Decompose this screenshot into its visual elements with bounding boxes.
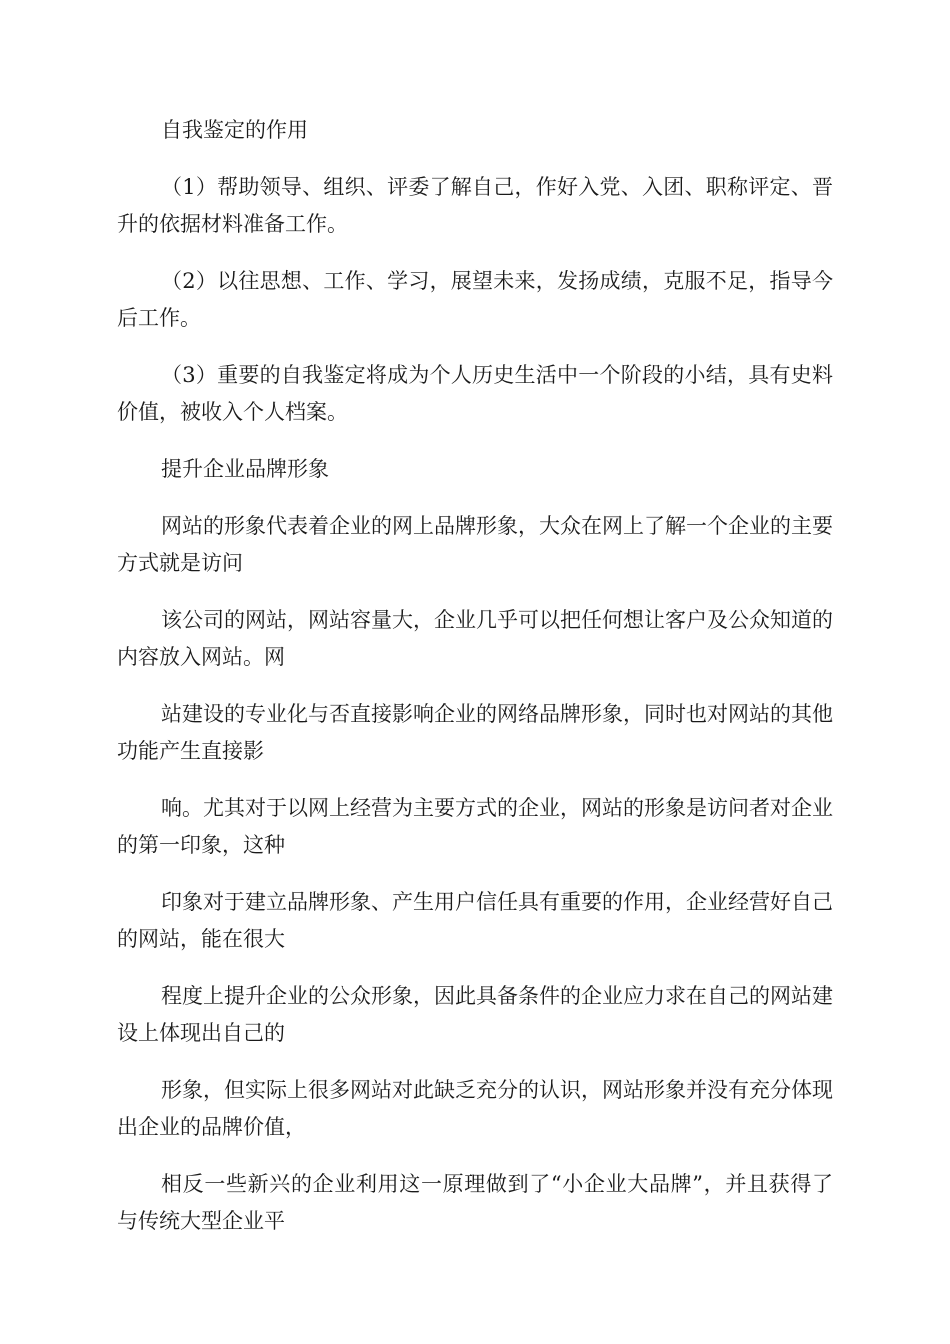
paragraph-brand-8: 相反一些新兴的企业利用这一原理做到了“小企业大品牌”，并且获得了与传统大型企业平 xyxy=(117,1172,833,1233)
paragraph-brand-5: 印象对于建立品牌形象、产生用户信任具有重要的作用，企业经营好自己的网站，能在很大 xyxy=(117,890,833,951)
paragraph-role-2: （2）以往思想、工作、学习，展望未来，发扬成绩，克服不足，指导今后工作。 xyxy=(117,269,833,330)
paragraph-brand-3: 站建设的专业化与否直接影响企业的网络品牌形象，同时也对网站的其他功能产生直接影 xyxy=(117,702,833,763)
paragraph-brand-4: 响。尤其对于以网上经营为主要方式的企业，网站的形象是访问者对企业的第一印象，这种 xyxy=(117,796,833,857)
section-heading-self-evaluation: 自我鉴定的作用 xyxy=(161,118,308,142)
paragraph-role-3: （3）重要的自我鉴定将成为个人历史生活中一个阶段的小结，具有史料价值，被收入个人档案。 xyxy=(117,363,833,424)
paragraph-role-1: （1）帮助领导、组织、评委了解自己，作好入党、入团、职称评定、晋升的依据材料准备工作。 xyxy=(117,175,833,236)
paragraph-brand-6: 程度上提升企业的公众形象，因此具备条件的企业应力求在自己的网站建设上体现出自己的 xyxy=(117,984,833,1045)
paragraph-brand-1: 网站的形象代表着企业的网上品牌形象，大众在网上了解一个企业的主要方式就是访问 xyxy=(117,514,833,575)
paragraph-brand-7: 形象，但实际上很多网站对此缺乏充分的认识，网站形象并没有充分体现出企业的品牌价值， xyxy=(117,1078,833,1139)
document-body xyxy=(117,112,833,1260)
paragraph-brand-2: 该公司的网站，网站容量大，企业几乎可以把任何想让客户及公众知道的内容放入网站。网 xyxy=(117,608,833,669)
section-heading-brand-image: 提升企业品牌形象 xyxy=(161,457,329,481)
